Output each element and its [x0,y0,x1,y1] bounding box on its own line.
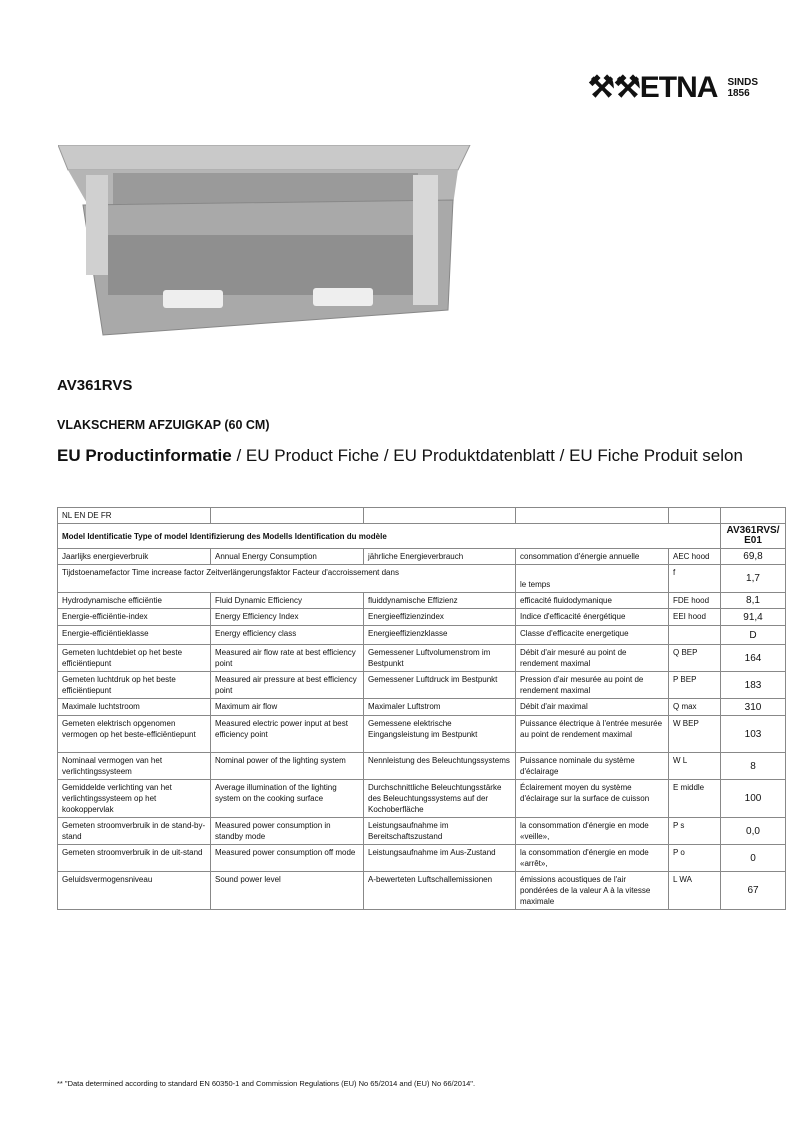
table-row [58,549,786,565]
cell-fr: Éclairement moyen du système d'éclairage sur la surface de cuisson [516,780,669,818]
cell-en: Energy Efficiency Index [211,609,364,626]
cell-fr: Puissance électrique à l'entrée mesurée au point de rendement maximal [516,716,669,753]
cell-en: Maximum air flow [211,699,364,716]
cell-val: 69,8 [721,549,786,565]
cell-val: 183 [721,672,786,699]
cooker-hood-image [58,145,473,340]
cell-nl: Maximale luchtstroom [58,699,211,716]
cell-nl: Energie-efficiëntieklasse [58,626,211,645]
cell-sym: Q max [669,699,721,716]
model-header-row [58,524,786,549]
cell-sym: Q BEP [669,645,721,672]
table-row [58,626,786,645]
cell-de: Maximaler Luftstrom [364,699,516,716]
logo-wordmark: ⚒⚒ETNA [587,71,718,104]
cell-nl: Gemeten luchtdebiet op het beste efficiëntiepunt [58,645,211,672]
cell-val: 67 [721,872,786,910]
cell-de: Gemessener Luftvolumenstrom im Bestpunkt [364,645,516,672]
table-row [58,753,786,780]
cell-time-text: Tijdstoenamefactor Time increase factor Zeitverlängerungsfaktor Facteur d'accroissement dans [58,565,516,593]
cell-nl: Nominaal vermogen van het verlichtingssysteem [58,753,211,780]
cell-en: Measured air pressure at best efficiency point [211,672,364,699]
cell-val: 1,7 [721,565,786,593]
cell-en: Average illumination of the lighting system on the cooking surface [211,780,364,818]
cell-sym: EEI hood [669,609,721,626]
cell-val: 8,1 [721,593,786,609]
footnote: ** "Data determined according to standard EN 60350-1 and Commission Regulations (EU) No 65/2014 and (EU) No 66/2014". [57,1079,476,1088]
cell-sym: P s [669,818,721,845]
cell-nl: Gemeten stroomverbruik in de stand-by- stand [58,818,211,845]
cell-val: 103 [721,716,786,753]
cell-fr: Débit d'air mesuré au point de rendement maximal [516,645,669,672]
cell-fr: Puissance nominale du système d'éclairage [516,753,669,780]
cell-en: Measured air flow rate at best efficiency point [211,645,364,672]
table-row [58,716,786,753]
table-row-time-increase [58,565,786,593]
cell-fr: Classe d'efficacite energetique [516,626,669,645]
cell-en: Fluid Dynamic Efficiency [211,593,364,609]
product-subtitle: VLAKSCHERM AFZUIGKAP (60 CM) [57,418,270,432]
cell-fr: efficacité fluidodymanique [516,593,669,609]
cell-fr: le temps [516,565,669,593]
language-header: NL EN DE FR [58,508,211,524]
cell-de: Durchschnittliche Beleuchtungsstärke des Beleuchtungssystems auf der Kochoberfläche [364,780,516,818]
cell-fr: la consommation d'énergie en mode «arrêt», [516,845,669,872]
table-row [58,645,786,672]
etna-logo [588,70,758,105]
cell-fr: la consommation d'énergie en mode «veille», [516,818,669,845]
cell-fr: Pression d'air mesurée au point de rendement maximal [516,672,669,699]
cell-sym: AEC hood [669,549,721,565]
cell-en: Annual Energy Consumption [211,549,364,565]
cell-de: Energieeffizienzklasse [364,626,516,645]
cell-de: fluiddynamische Effizienz [364,593,516,609]
since-year: 1856 [727,87,750,99]
fiche-title-rest: / EU Product Fiche / EU Produktdatenblatt / EU Fiche Produit selon [231,446,743,465]
cell-de: Leistungsaufnahme im Bereitschaftszustand [364,818,516,845]
cell-sym: W BEP [669,716,721,753]
product-model: AV361RVS [57,377,133,394]
table-row [58,609,786,626]
cell-sym: W L [669,753,721,780]
cell-de: Gemessene elektrische Eingangsleistung im Bestpunkt [364,716,516,753]
cell-en: Sound power level [211,872,364,910]
cell-sym: f [669,565,721,593]
cell-de: Nennleistung des Beleuchtungssystems [364,753,516,780]
cell-en: Measured power consumption in standby mode [211,818,364,845]
model-value: AV361RVS/ E01 [721,524,786,549]
cell-de: Energieeffizienzindex [364,609,516,626]
cell-fr: émissions acoustiques de l'air pondérées de la valeur A à la vitesse maximale [516,872,669,910]
cell-sym: P o [669,845,721,872]
cell-de: Leistungsaufnahme im Aus-Zustand [364,845,516,872]
cell-val: 0 [721,845,786,872]
cell-sym: E middle [669,780,721,818]
cell-sym: FDE hood [669,593,721,609]
cell-nl: Hydrodynamische efficiëntie [58,593,211,609]
cell-sym [669,626,721,645]
cell-val: 0,0 [721,818,786,845]
language-header-row [58,508,786,524]
cell-val: 91,4 [721,609,786,626]
since-label: SINDS [727,76,758,88]
table-row [58,672,786,699]
cell-nl: Gemiddelde verlichting van het verlichtingssysteem op het kookoppervlak [58,780,211,818]
cell-nl: Energie-efficiëntie-index [58,609,211,626]
cell-en: Measured electric power input at best efficiency point [211,716,364,753]
cell-en: Measured power consumption off mode [211,845,364,872]
cell-val: 164 [721,645,786,672]
fiche-title-bold: EU Productinformatie [57,446,232,465]
cell-nl: Geluidsvermogensniveau [58,872,211,910]
product-fiche-table [57,507,786,910]
cell-fr: Débit d'air maximal [516,699,669,716]
fiche-title [57,446,743,466]
cell-sym: L WA [669,872,721,910]
table-row [58,818,786,845]
table-row [58,845,786,872]
cell-val: 8 [721,753,786,780]
cell-de: A-bewerteten Luftschallemissionen [364,872,516,910]
cell-sym: P BEP [669,672,721,699]
cell-de: Gemessener Luftdruck im Bestpunkt [364,672,516,699]
cell-fr: consommation d'énergie annuelle [516,549,669,565]
cell-de: jährliche Energieverbrauch [364,549,516,565]
table-row [58,593,786,609]
cell-en: Energy efficiency class [211,626,364,645]
cell-en: Nominal power of the lighting system [211,753,364,780]
table-row [58,872,786,910]
cell-val: D [721,626,786,645]
model-header: Model Identificatie Type of model Identifizierung des Modells Identification du modèle [58,524,721,549]
cell-val: 100 [721,780,786,818]
cell-nl: Gemeten stroomverbruik in de uit-stand [58,845,211,872]
table-row [58,780,786,818]
cell-nl: Gemeten luchtdruk op het beste efficiëntiepunt [58,672,211,699]
table-row [58,699,786,716]
cell-nl: Jaarlijks energieverbruik [58,549,211,565]
cell-val: 310 [721,699,786,716]
logo-since [727,77,758,99]
cell-nl: Gemeten elektrisch opgenomen vermogen op het beste-efficiëntiepunt [58,716,211,753]
cell-fr: Indice d'efficacité énergétique [516,609,669,626]
